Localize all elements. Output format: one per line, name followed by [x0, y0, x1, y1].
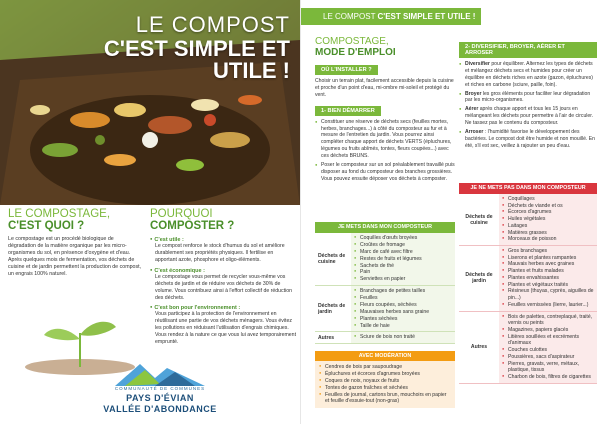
start-bullet-1: ● Constituer une réserve de déchets secs (feuilles mortes, herbes, branchages...) à côté du composteur au fur et à mesure de l'entretien du jardin. Vous pourrez ainsi compléter chaque apport de déchets VERTS (épluchures, légumes ou fruits abîmés, tontes, fleurs coupées...) avec ces déchets BRUNS. [315, 119, 455, 160]
yes-table [315, 233, 455, 344]
no-item: ● Plantes envahissantes [502, 275, 594, 282]
yes-cat-garden: Déchets de jardin [315, 286, 351, 332]
yes-item: ● Mauvaises herbes sans graine [354, 309, 452, 316]
diversify-text-1: pour équilibrer. Alternez les types de déchets et mélangez déchets secs et humides pour créer un équilibre en déchets riches en azote (gazon, épluchures) et riches en carbone (sciure, paille, foin). [465, 61, 593, 88]
no-item: ● Magazines, papiers glacés [502, 327, 594, 334]
moderation-item: ● Tontes de gazon fraîches et séchées [319, 385, 451, 392]
moderation-box [315, 361, 455, 408]
diversify-lead-2: Broyer [465, 90, 482, 97]
diversify-text-3: après chaque apport et tous les 15 jours en mélangeant les déchets pour permettre à l'air de circuler. Ne tassez pas le contenu du composteur. [465, 106, 594, 126]
instructions-column [315, 36, 455, 185]
what-is-text: Le compostage est un procédé biologique de dégradation de la matière organique par les micro-organismes du sol, en présence d'oxygène et d'eau. Après quelques mois de fermentation, vos déchets de cuisine et de jardin permettent la production de compost, un engrais 100% naturel. [8, 236, 142, 278]
yes-cat-kitchen: Déchets de cuisine [315, 233, 351, 286]
why-bullet-body-3: Vous participez à la protection de l'environnement en réutilisant une partie de vos déchets ménagers. Vous évitez les pollutions en réduisant l'utilisation d'engrais chimiques. Vous rendez à la nature ce que vous lui avez temporairement emprunté. [155, 311, 297, 346]
start-bullet-2: ● Poser le composteur sur un sol préalablement travaillé puis disposer au fond du composteur des branches grossières. Vous pouvez ensuite déposer vos déchets à composter. [315, 162, 455, 183]
yes-item: ● Marc de café avec filtre [354, 249, 452, 256]
mode-title-b: MODE D'EMPLOI [315, 47, 396, 58]
main-title-line1: LE COMPOST [135, 12, 290, 37]
diversify-text-4: : l'humidité favorise le développement des bactéries. Le compost doit être humide et non mouillé. En été, s'il est sec, veillez à rajouter un peu d'eau. [465, 128, 595, 149]
yes-item: ● Restes de fruits et légumes [354, 256, 452, 263]
yes-item: ● Coquilles d'œufs broyées [354, 235, 452, 242]
no-row-kitchen [459, 194, 597, 246]
yes-item: ● Serviettes en papier [354, 276, 452, 283]
diversify-tag: 2- DIVERSIFIER, BROYER, AÉRER ET ARROSER [459, 42, 597, 58]
yes-item: ● Feuilles [354, 295, 452, 302]
no-item: ● Bois de palettes, contreplaqué, traité, vernis ou peints [502, 314, 594, 327]
no-item: ● Huiles végétales [502, 216, 594, 223]
no-row-garden [459, 246, 597, 311]
what-is-composting-section [8, 208, 143, 278]
mode-title-a: COMPOSTAGE, [315, 36, 389, 47]
diversify-item-3 [459, 106, 597, 127]
start-list [315, 119, 455, 183]
no-item: ● Écorces d'agrumes [502, 209, 594, 216]
mode-emploi-title [315, 36, 455, 58]
no-cat-kitchen: Déchets de cuisine [459, 194, 499, 246]
moderation-item: ● Épluchures et écorces d'agrumes broyées [319, 371, 451, 378]
no-item: ● Plantes et fruits malades [502, 268, 594, 275]
no-table-title: JE NE METS PAS DANS MON COMPOSTEUR [459, 183, 597, 194]
yes-table-title: JE METS DANS MON COMPOSTEUR [315, 222, 455, 233]
what-is-title-a: LE COMPOSTAGE, [8, 208, 111, 220]
logo-line-1: COMMUNAUTÉ DE COMMUNES [114, 386, 206, 391]
yes-item: ● Plantes séchées [354, 316, 452, 323]
right-page [300, 0, 600, 424]
yes-cat-other: Autres [315, 332, 351, 344]
moderation-item: ● Coques de noix, noyaux de fruits [319, 378, 451, 385]
no-item: ● Liserons et plantes rampantes [502, 255, 594, 262]
main-title [40, 14, 290, 82]
start-tag: 1- BIEN DÉMARRER [315, 106, 381, 116]
no-table [459, 194, 597, 384]
yes-item: ● Fleurs coupées, séchées [354, 302, 452, 309]
no-item: ● Plantes et végétaux traités [502, 282, 594, 289]
why-bullet-body-2: Le compostage vous permet de recycler vous-même vos déchets de jardin et de réduire vos déchets de 30% de volume. Vous contribuez ainsi à l'effort collectif de réduction des déchets. [155, 273, 292, 301]
no-item: ● Litières souillées et excréments d'animaux [502, 334, 594, 347]
why-bullet-body-1: Le compost renforce le stock d'humus du sol et améliore durablement ses propriétés physiques. Il fertilise en apportant azote, phosphore et oligo-éléments. [155, 243, 285, 263]
no-item: ● Mauvais herbes avec graines [502, 261, 594, 268]
moderation-item: ● Cendres de bois par saupoudrage [319, 364, 451, 371]
yes-item: ● Taille de haie [354, 323, 452, 330]
no-item: ● Charbon de bois, filtres de cigarettes [502, 374, 594, 381]
yes-item: ● Sachets de thé [354, 263, 452, 270]
install-text: Choisir un terrain plat, facilement accessible depuis la cuisine et proche d'un point d'eau, mi-ombre mi-soleil et protégé du vent. [315, 78, 454, 98]
no-item: ● Résineux (thuyas, cyprès, aiguilles de pin...) [502, 288, 594, 301]
no-cat-other: Autres [459, 311, 499, 383]
no-item: ● Déchets de viande et os [502, 203, 594, 210]
diversify-text-2: les gros éléments pour faciliter leur dégradation par les micro-organismes. [465, 90, 591, 104]
yes-row-kitchen [315, 233, 455, 286]
yes-item: ● Branchages de petites tailles [354, 288, 452, 295]
what-is-title [8, 208, 143, 232]
no-item: ● Coquillages [502, 196, 594, 203]
header-band [301, 8, 481, 25]
why-bullet-head-2: ● C'est économique : [150, 267, 296, 274]
no-item: ● Feuilles vernissées (lierre, laurier...) [502, 302, 594, 309]
what-is-title-b: C'EST QUOI ? [8, 220, 85, 233]
no-item: ● Couches culottes [502, 347, 594, 354]
no-cat-garden: Déchets de jardin [459, 246, 499, 311]
no-item: ● Pierres, gravats, verre, métaux, plastique, tissus [502, 361, 594, 374]
why-bullet-head-3: ● C'est bon pour l'environnement : [150, 304, 296, 311]
why-bullet-head-1: ● C'est utile : [150, 236, 296, 243]
moderation-title: AVEC MODÉRATION [315, 351, 455, 361]
yes-item: ● Pain [354, 269, 452, 276]
header-band-normal: LE COMPOST [323, 12, 378, 21]
logo-line-2: PAYS D'ÉVIAN [126, 393, 194, 403]
why-title [150, 208, 296, 232]
yes-item: ● Sciure de bois non traité [354, 334, 452, 341]
diversify-item-1 [459, 61, 597, 89]
install-tag: OÙ L'INSTALLER ? [315, 65, 378, 75]
community-logo [95, 358, 225, 420]
diversify-item-4 [459, 129, 597, 150]
yes-item: ● Croûtes de fromage [354, 242, 452, 249]
diversify-list [459, 61, 597, 150]
diversify-lead-1: Diversifier [465, 61, 490, 67]
why-title-a: POURQUOI [150, 208, 213, 220]
main-title-line2: C'EST SIMPLE ET UTILE ! [103, 36, 290, 83]
no-row-other [459, 311, 597, 383]
no-item: ● Gros branchages [502, 248, 594, 255]
yes-row-other [315, 332, 455, 344]
diversify-lead-4: Arroser [465, 128, 484, 135]
no-item: ● Morceaux de poisson [502, 236, 594, 243]
logo-line-3: VALLÉE D'ABONDANCE [103, 404, 217, 414]
no-item: ● Poussières, sacs d'aspirateur [502, 354, 594, 361]
yes-row-garden [315, 286, 455, 332]
why-title-b: COMPOSTER ? [150, 220, 235, 233]
header-band-bold: C'EST SIMPLE ET UTILE ! [377, 12, 476, 21]
no-item: ● Matières grasses [502, 230, 594, 237]
diversify-item-2 [459, 91, 597, 105]
diversify-lead-3: Aérer [465, 106, 479, 113]
moderation-item: ● Feuilles de journal, cartons brun, mouchoirs en papier et feuille d'essuie-tout (non-gras) [319, 392, 451, 406]
no-item: ● Laitages [502, 223, 594, 230]
diversify-column [459, 36, 597, 152]
mountain-logo-icon [95, 358, 225, 388]
why-compost-section [150, 208, 296, 346]
